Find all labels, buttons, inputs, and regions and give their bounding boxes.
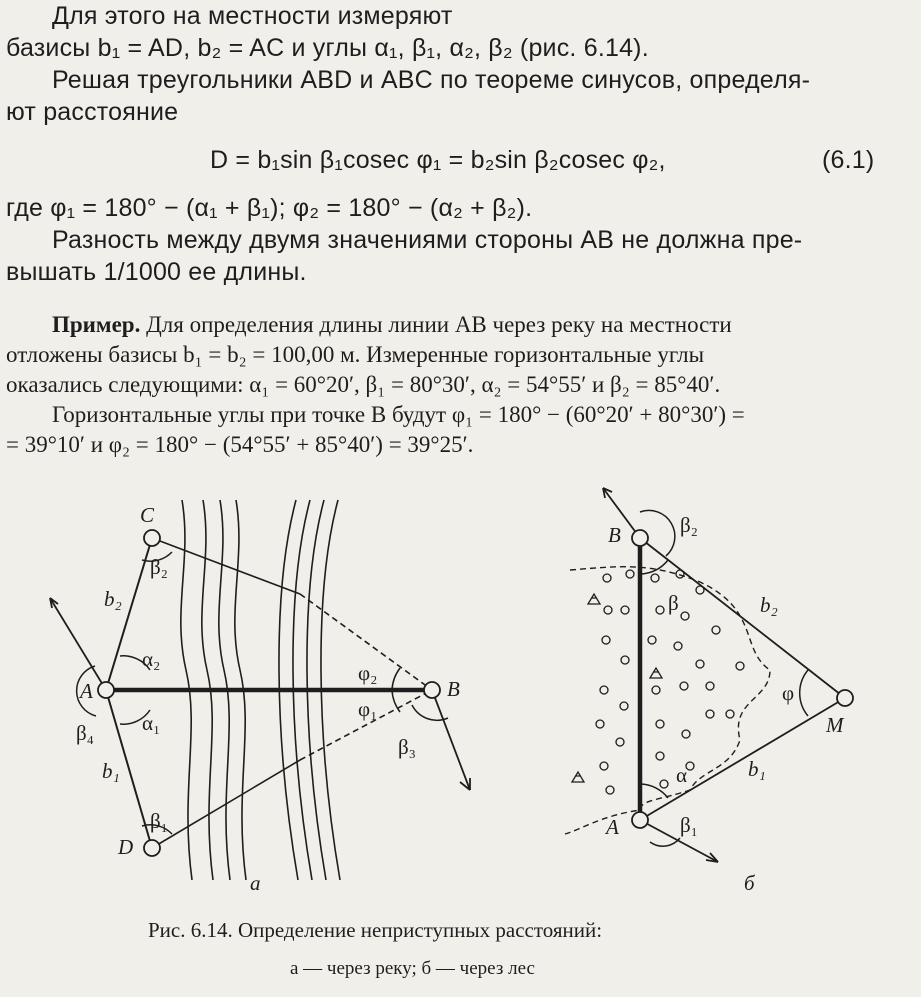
station-C [144, 530, 160, 546]
label-C: C [140, 503, 155, 527]
para3-line2: вышать 1/1000 ее длины. [6, 258, 307, 286]
label-B-forest: B [608, 523, 621, 547]
example-line4: Горизонтальные углы при точке B будут φ₁ = 180° − (60°20′ + 80°30′) = [52, 402, 745, 427]
figure-a-labels [76, 503, 460, 895]
label-phi1: φ₁ [358, 697, 378, 721]
para1-line2: базисы b₁ = AD, b₂ = AC и углы α₁, β₁, α₂, β₂ (рис. 6.14). [6, 34, 649, 62]
label-beta: β [668, 591, 679, 615]
label-A-forest: A [606, 815, 619, 839]
example-label: Пример. [52, 312, 141, 337]
example-line5: = 39°10′ и φ₂ = 180° − (54°55′ + 85°40′) = 39°25′. [6, 432, 474, 457]
para2-line1: Решая треугольники ABD и ABC по теореме синусов, определя- [52, 66, 811, 94]
figure-6-14 [0, 470, 921, 900]
station-B-forest [632, 530, 648, 546]
example-line1 [52, 312, 732, 338]
label-M: M [826, 713, 844, 737]
label-b1-forest: b₁ [748, 757, 766, 781]
label-beta1-forest: β₁ [680, 813, 699, 837]
example-line2: отложены базисы b₁ = b₂ = 100,00 м. Измеренные горизонтальные углы [6, 342, 705, 367]
label-alpha: α [676, 763, 688, 787]
label-b2-forest: b₂ [760, 593, 778, 617]
caption-sub: а — через реку; б — через лес [290, 958, 535, 979]
example-line3: оказались следующими: α₁ = 60°20′, β₁ = 80°30′, α₂ = 54°55′ и β₂ = 85°40′. [6, 372, 721, 397]
station-A-forest [632, 812, 648, 828]
label-b2: b₂ [104, 587, 122, 611]
sublabel-b: б [744, 871, 755, 895]
formula-6-1: D = b₁sin β₁cosec φ₁ = b₂sin β₂cosec φ₂, [210, 146, 666, 174]
label-alpha1: α₁ [142, 711, 161, 735]
example-line1-text: Для определения длины линии AB через реку на местности [146, 312, 732, 337]
where-line: где φ₁ = 180° − (α₁ + β₁); φ₂ = 180° − (α₂ + β₂). [6, 194, 533, 222]
label-beta2: β₂ [150, 555, 169, 579]
label-b1: b₁ [102, 759, 120, 783]
label-alpha2: α₂ [142, 647, 161, 671]
label-D: D [118, 835, 134, 859]
label-beta2-forest: β₂ [680, 513, 699, 537]
label-beta1: β₁ [150, 809, 169, 833]
sublabel-a: а [250, 871, 261, 895]
station-A [98, 682, 114, 698]
para1-line1: Для этого на местности измеряют [52, 2, 453, 30]
para3-line1: Разность между двумя значениями стороны AB не должна пре- [52, 226, 803, 254]
label-phi: φ [782, 681, 795, 705]
label-B: B [447, 677, 460, 701]
station-B [424, 682, 440, 698]
label-beta4: β₄ [76, 721, 95, 745]
tree-symbols [572, 570, 744, 794]
figure-a [50, 500, 470, 880]
station-D [144, 840, 160, 856]
label-beta3: β₃ [398, 735, 417, 759]
caption-title: Рис. 6.14. Определение неприступных расстояний: [148, 918, 603, 942]
label-phi2: φ₂ [358, 661, 378, 685]
label-A: A [80, 679, 93, 703]
station-M [837, 690, 853, 706]
formula-number: (6.1) [822, 146, 875, 174]
para2-line2: ют расстояние [6, 98, 179, 126]
